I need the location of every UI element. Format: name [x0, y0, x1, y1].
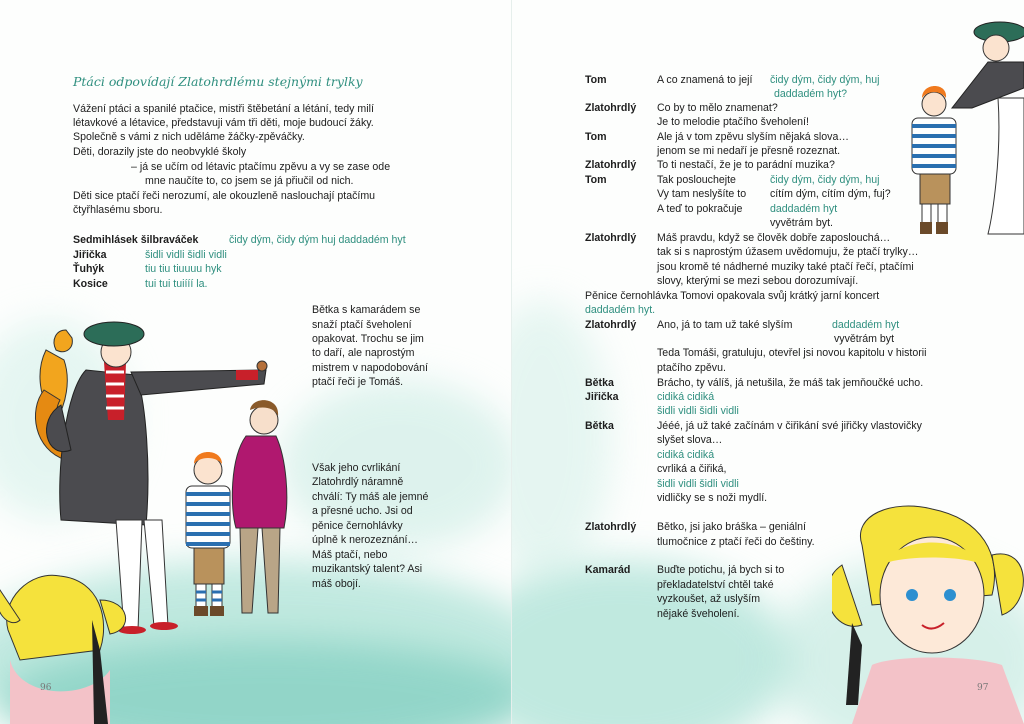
song-line: šidli vidli šidli vidli: [657, 478, 739, 490]
chorus-speaker: Ťuhýk: [73, 263, 105, 275]
dialogue-line: vyvětrám byt.: [770, 217, 833, 229]
chorus-song: čidy dým, čidy dým huj daddadém hyt: [229, 234, 406, 246]
dialogue-line: cítím dým, cítím dým, fuj?: [770, 188, 891, 200]
narration-line: mistrem v napodobování: [312, 362, 429, 374]
watercolor-wash: [512, 300, 612, 580]
narration-line: chválí: Ty máš ale jemné: [312, 491, 429, 503]
dialogue-line: cvrliká a čiřiká,: [657, 463, 727, 475]
dialogue-line: překladatelství chtěl také: [657, 579, 774, 591]
page-number: 96: [40, 683, 52, 693]
dialogue-line: A co znamená to její: [657, 74, 753, 86]
speaker-label: Tom: [585, 131, 607, 143]
dialogue-line: tlumočnice z ptačí řeči do češtiny.: [657, 536, 815, 548]
dialogue-line: A teď to pokračuje: [657, 203, 743, 215]
dialogue-line: Bětko, jsi jako bráška – geniální: [657, 521, 806, 533]
dialogue-line: vidličky se s noži mydlí.: [657, 492, 768, 504]
intro-line: Společně s vámi z nich uděláme žáčky-zpěváčky.: [73, 131, 305, 143]
intro-line: Děti sice ptačí řeči nerozumí, ale okouzleně naslouchají ptačímu: [73, 190, 376, 202]
intro-line: Vážení ptáci a spanilé ptačice, mistři štěbetání a létání, tedy milí: [73, 103, 374, 115]
dialogue-line: Ano, já to tam už také slyším: [657, 319, 793, 331]
page-number: 97: [977, 683, 989, 693]
dialogue-line: ptačího zpěvu.: [657, 362, 726, 374]
narration-line: Bětka s kamarádem se: [312, 304, 421, 316]
speaker-label: Zlatohrdlý: [585, 319, 637, 331]
dialogue-line: Co by to mělo znamenat?: [657, 102, 778, 114]
narration-line: a přesné ucho. Jsi od: [312, 505, 413, 517]
song-line: daddadém hyt: [832, 319, 900, 331]
chapter-title: Ptáci odpovídají Zlatohrdlému stejnými trylky: [73, 74, 363, 89]
girl-back-illustration: [0, 570, 140, 724]
narration-line: úplně k nerozeznání…: [312, 534, 419, 546]
narration-line: pěnice černohlávky: [312, 520, 403, 532]
dialogue-line: Jééé, já už také začínám v čiřikání své jiřičky vlastovičky: [657, 420, 922, 432]
intro-line: Děti, dorazily jste do neobvyklé školy: [73, 146, 247, 158]
dialogue-line: Brácho, ty válíš, já netušila, že máš tak jemňoučké ucho.: [657, 377, 924, 389]
chorus-song: tui tui tuiííí la.: [145, 278, 208, 290]
narration-line: snaží ptačí šveholení: [312, 319, 412, 331]
song-line: daddadém hyt.: [585, 304, 656, 316]
song-line: čidy dým, čidy dým, huj: [770, 74, 880, 86]
dialogue-line: slovy, kterými se mezi sebou dorozumívají.: [657, 275, 859, 287]
chorus-speaker: Jiřička: [73, 249, 107, 261]
speaker-label: Kamarád: [585, 564, 631, 576]
children-illustration: [180, 398, 300, 623]
narration-line: máš obojí.: [312, 578, 361, 590]
song-line: cidiká cidiká: [657, 391, 715, 403]
narration-line: ptačí řeči je Tomáš.: [312, 376, 404, 388]
dialogue-line: nějaké šveholení.: [657, 608, 740, 620]
speaker-label: Zlatohrdlý: [585, 232, 637, 244]
song-line: daddadém hyt?: [774, 88, 848, 100]
narration-line: opakovat. Trochu se jim: [312, 333, 424, 345]
dialogue-line: Buďte potichu, já bych si to: [657, 564, 785, 576]
song-line: šidli vidli šidli vidli: [657, 405, 739, 417]
dialogue-line: Ale já v tom zpěvu slyším nějaká slova…: [657, 131, 849, 143]
dialogue-line: tak si s naprostým úžasem uvědomuju, že ptačí trylky…: [657, 246, 919, 258]
speaker-label: Zlatohrdlý: [585, 102, 637, 114]
dialogue-line: vyvětrám byt: [834, 333, 895, 345]
speaker-label: Bětka: [585, 377, 614, 389]
song-line: daddadém hyt: [770, 203, 838, 215]
narration-line: Však jeho cvrlikání: [312, 462, 401, 474]
dialogue-line: vyzkoušet, až uslyším: [657, 593, 761, 605]
speaker-label: Jiřička: [585, 391, 619, 403]
speaker-label: Tom: [585, 74, 607, 86]
speaker-label: Zlatohrdlý: [585, 521, 637, 533]
dialogue-line: Vy tam neslyšíte to: [657, 188, 747, 200]
narration-line: muzikantský talent? Asi: [312, 563, 423, 575]
dialogue-line: To ti nestačí, že je to parádní muzika?: [657, 159, 835, 171]
intro-line: čtyřhlasému sboru.: [73, 204, 163, 216]
teacher-boy-illustration: [892, 18, 1024, 248]
chorus-song: šidli vidli šidli vidli: [145, 249, 227, 261]
narration-line: Pěnice černohlávka Tomovi opakovala svůj krátký jarní koncert: [585, 290, 880, 302]
girl-illustration: [832, 505, 1024, 724]
chorus-speaker: Kosice: [73, 278, 108, 290]
narration-line: Máš ptačí, nebo: [312, 549, 388, 561]
intro-line: – já se učím od létavic ptačímu zpěvu a vy se zase ode: [131, 161, 391, 173]
speaker-label: Tom: [585, 174, 607, 186]
dialogue-line: Je to melodie ptačího šveholení!: [657, 116, 809, 128]
song-line: čidy dým, čidy dým, huj: [770, 174, 880, 186]
narration-line: to daří, ale naprostým: [312, 347, 415, 359]
intro-line: mne naučíte to, co jsem se já přiučil od nich.: [145, 175, 354, 187]
dialogue-line: Teda Tomáši, gratuluju, otevřel jsi novou kapitolu v historii: [657, 347, 927, 359]
song-line: cidiká cidiká: [657, 449, 715, 461]
dialogue-line: Tak poslouchejte: [657, 174, 736, 186]
intro-line: létavkové a létavice, představuji vám tři děti, moje budoucí žáky.: [73, 117, 374, 129]
speaker-label: Bětka: [585, 420, 614, 432]
dialogue-line: Máš pravdu, když se člověk dobře zaposlouchá…: [657, 232, 891, 244]
dialogue-line: jsou kromě té nádherné muziky také ptačí řečí, ptačími: [657, 261, 914, 273]
narration-line: Zlatohrdlý náramně: [312, 476, 404, 488]
speaker-label: Zlatohrdlý: [585, 159, 637, 171]
right-page: [512, 0, 1024, 724]
dialogue-line: jenom se mi nedaří je přesně rozeznat.: [657, 145, 841, 157]
dialogue-line: slyšet slova…: [657, 434, 723, 446]
chorus-speaker: Sedmihlásek šilbraváček: [73, 234, 199, 246]
chorus-song: tiu tiu tiuuuu hyk: [145, 263, 222, 275]
